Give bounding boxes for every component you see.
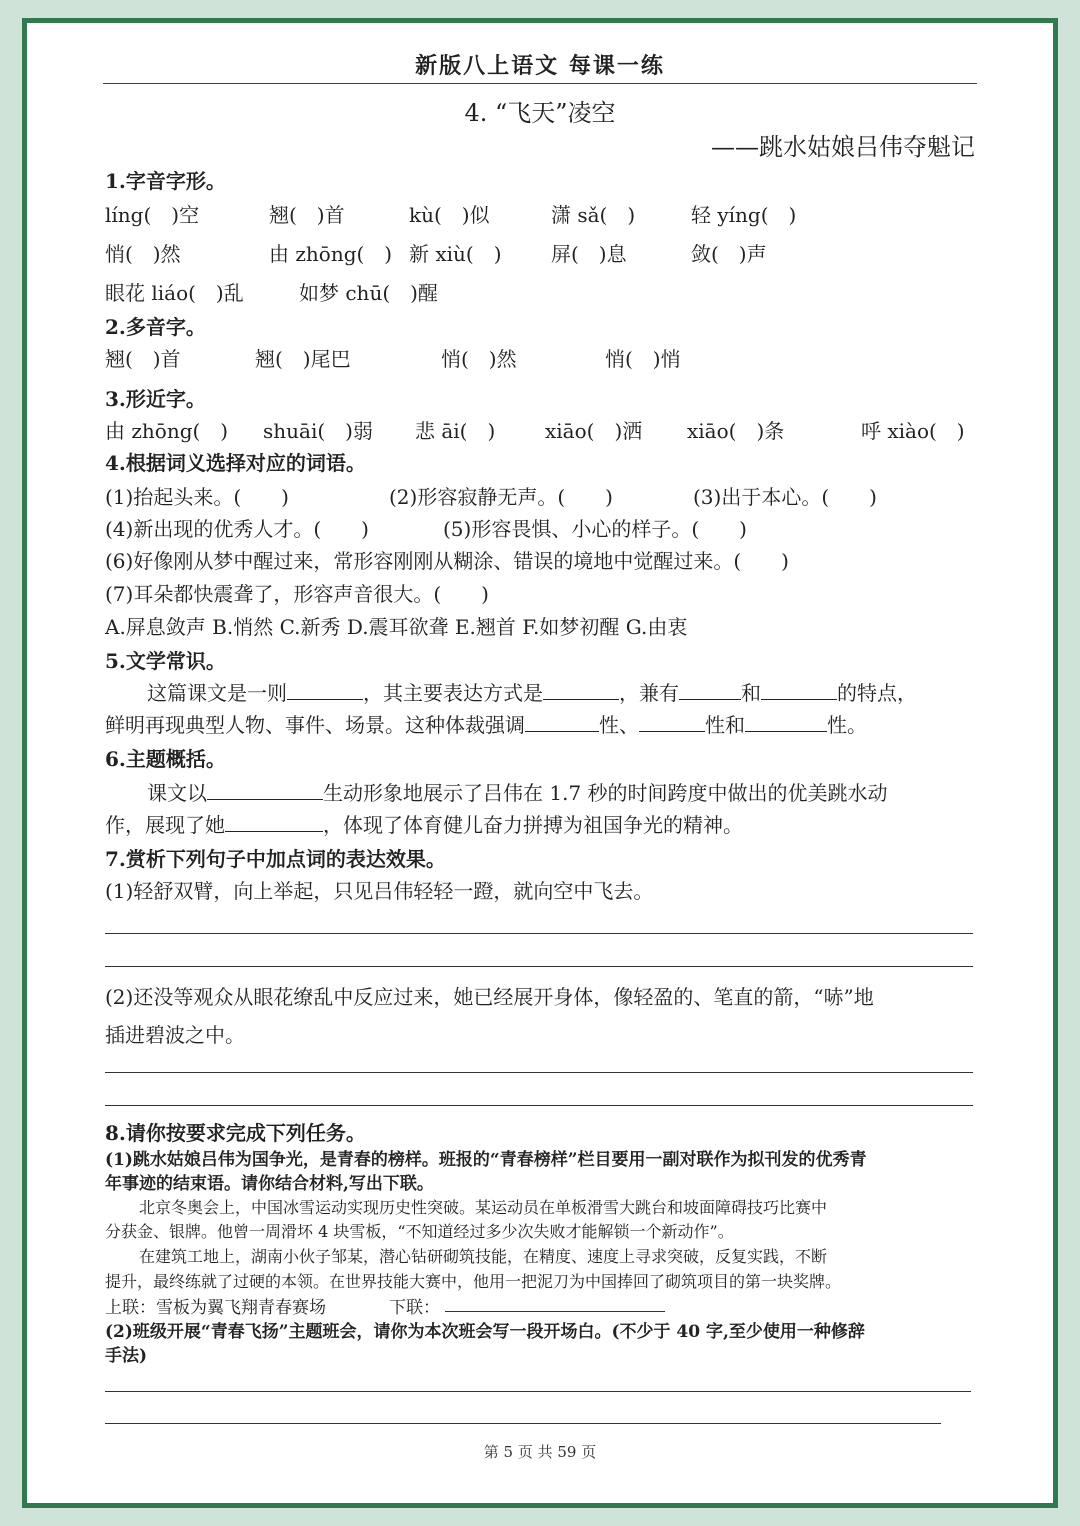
q3-item: 由 zhōng( ) <box>105 419 229 443</box>
answer-line[interactable] <box>105 1072 973 1073</box>
q4-item: (2)形容寂静无声。( ) <box>389 485 613 509</box>
q1-item: 屏( )息 <box>551 242 627 266</box>
q1-item: 敛( )声 <box>691 242 767 266</box>
q1-item: 悄( )然 <box>105 242 181 266</box>
q2-item: 悄( )悄 <box>605 347 681 371</box>
q5-heading: 5.文学常识。 <box>105 649 226 673</box>
answer-line[interactable] <box>105 1105 973 1106</box>
q7-sentence-2b: 插进碧波之中。 <box>105 1023 245 1047</box>
q1-item: 眼花 liáo( )乱 <box>105 281 244 305</box>
q3-item: xiāo( )条 <box>687 419 785 443</box>
q3-heading: 3.形近字。 <box>105 387 206 411</box>
q8-task-2b: 手法) <box>105 1346 148 1366</box>
upper-couplet: 上联：雪板为翼飞翔青春赛场 <box>105 1298 326 1318</box>
q6-heading: 6.主题概括。 <box>105 747 226 771</box>
blank-field[interactable] <box>207 781 323 800</box>
q8-material-2a: 在建筑工地上，湖南小伙子邹某，潜心钻研砌筑技能，在精度、速度上寻求突破，反复实践，不断 <box>139 1247 828 1266</box>
lesson-title: 4. “飞天”凌空 <box>464 99 616 127</box>
q1-item: 翘( )首 <box>269 203 345 227</box>
q7-sentence-1: (1)轻舒双臂，向上举起，只见吕伟轻轻一蹬，就向空中飞去。 <box>105 879 654 903</box>
lower-couplet-input[interactable] <box>445 1311 665 1312</box>
q4-heading: 4.根据词义选择对应的词语。 <box>105 451 366 475</box>
q8-material-2b: 提升，最终练就了过硬的本领。在世界技能大赛中，他用一把泥刀为中国捧回了砌筑项目的第一块奖牌。 <box>105 1272 842 1291</box>
q2-item: 翘( )首 <box>105 347 181 371</box>
q8-task-2a: (2)班级开展“青春飞扬”主题班会，请你为本次班会写一段开场白。(不少于 40 字,至少使用一种修辞 <box>105 1322 865 1342</box>
q1-heading: 1.字音字形。 <box>105 169 226 193</box>
lesson-subtitle: ——跳水姑娘吕伟夺魁记 <box>711 133 975 161</box>
header-title: 新版八上语文 每课一练 <box>415 53 665 79</box>
q4-item: (1)抬起头来。( ) <box>105 485 289 509</box>
q8-heading: 8.请你按要求完成下列任务。 <box>105 1121 366 1145</box>
blank-field[interactable] <box>525 713 599 732</box>
q7-heading: 7.赏析下列句子中加点词的表达效果。 <box>105 847 446 871</box>
q3-item: 悲 āi( ) <box>415 419 496 443</box>
blank-field[interactable] <box>639 713 705 732</box>
answer-line[interactable] <box>105 933 973 934</box>
blank-field[interactable] <box>679 681 741 700</box>
lower-couplet-label: 下联： <box>389 1298 440 1318</box>
blank-field[interactable] <box>287 681 363 700</box>
page-number: 第 5 页 共 59 页 <box>483 1443 597 1461</box>
answer-line[interactable] <box>105 1423 941 1424</box>
q1-item: kù( )似 <box>409 203 490 227</box>
q1-item: 轻 yíng( ) <box>691 203 797 227</box>
answer-line[interactable] <box>105 1391 971 1392</box>
q4-options: A.屏息敛声 B.悄然 C.新秀 D.震耳欲聋 E.翘首 F.如梦初醒 G.由衷 <box>105 615 688 639</box>
q3-item: 呼 xiào( ) <box>861 419 965 443</box>
answer-line[interactable] <box>105 966 973 967</box>
q1-item: 潇 sǎ( ) <box>551 203 636 227</box>
header-rule <box>103 83 977 84</box>
q4-item: (7)耳朵都快震聋了，形容声音很大。( ) <box>105 582 489 606</box>
q7-sentence-2a: (2)还没等观众从眼花缭乱中反应过来，她已经展开身体，像轻盈的、笔直的箭，“哧”地 <box>105 985 874 1009</box>
blank-field[interactable] <box>761 681 837 700</box>
q6-line-1: 课文以 生动形象地展示了吕伟在 1.7 秒的时间跨度中做出的优美跳水动 <box>147 781 888 805</box>
q4-item: (3)出于本心。( ) <box>693 485 877 509</box>
q4-item: (5)形容畏惧、小心的样子。( ) <box>443 517 747 541</box>
q2-heading: 2.多音字。 <box>105 315 206 339</box>
q1-item: 新 xiù( ) <box>409 242 502 266</box>
worksheet-page <box>22 18 1058 1508</box>
q3-item: xiāo( )洒 <box>545 419 643 443</box>
q8-material-1a: 北京冬奥会上，中国冰雪运动实现历史性突破。某运动员在单板滑雪大跳台和坡面障碍技巧比赛中 <box>139 1198 828 1217</box>
q1-item: 由 zhōng( ) <box>269 242 393 266</box>
q8-task-1b: 年事迹的结束语。请你结合材料,写出下联。 <box>105 1174 434 1194</box>
blank-field[interactable] <box>543 681 619 700</box>
q1-item: líng( )空 <box>105 203 200 227</box>
q5-line-1: 这篇课文是一则 ，其主要表达方式是 ，兼有 和 的特点， <box>147 681 917 705</box>
q4-item: (4)新出现的优秀人才。( ) <box>105 517 369 541</box>
q4-item: (6)好像刚从梦中醒过来，常形容刚刚从糊涂、错误的境地中觉醒过来。( ) <box>105 549 789 573</box>
q5-line-2: 鲜明再现典型人物、事件、场景。这种体裁强调 性、 性和 性。 <box>105 713 867 737</box>
blank-field[interactable] <box>745 713 827 732</box>
q6-line-2: 作，展现了她 ，体现了体育健儿奋力拼搏为祖国争光的精神。 <box>105 813 743 837</box>
blank-field[interactable] <box>225 813 323 832</box>
q8-material-1b: 分获金、银牌。他曾一周滑坏 4 块雪板，“不知道经过多少次失败才能解锁一个新动作”。 <box>105 1222 734 1241</box>
q8-task-1a: (1)跳水姑娘吕伟为国争光，是青春的榜样。班报的“青春榜样”栏目要用一副对联作为拟刊发的优秀青 <box>105 1150 867 1170</box>
q3-item: shuāi( )弱 <box>263 419 373 443</box>
q2-item: 翘( )尾巴 <box>255 347 351 371</box>
q1-item: 如梦 chū( )醒 <box>299 281 438 305</box>
q2-item: 悄( )然 <box>441 347 517 371</box>
